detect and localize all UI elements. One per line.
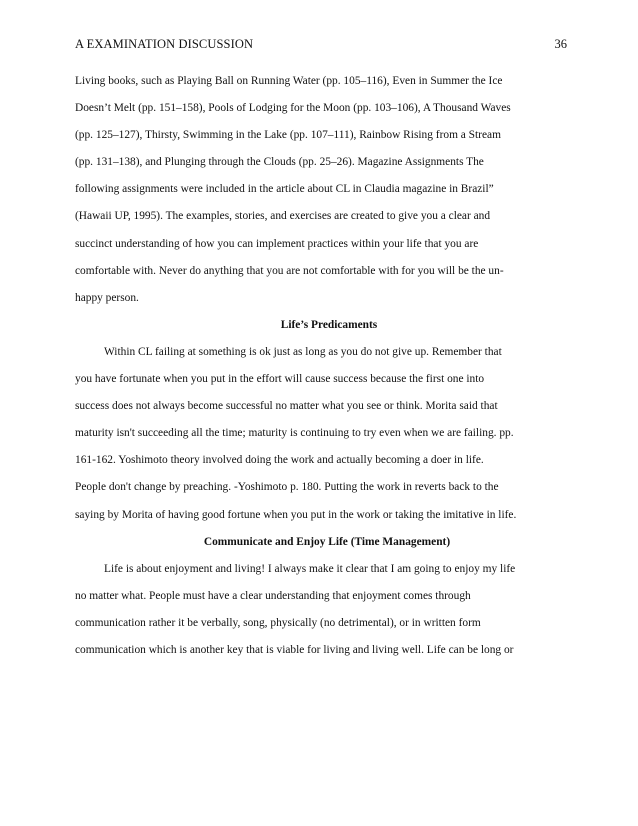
text-line: succinct understanding of how you can implement practices within your life that you are bbox=[75, 237, 479, 250]
paragraph-books bbox=[75, 68, 575, 312]
text-line: following assignments were included in the article about CL in Claudia magazine in Brazil” bbox=[75, 183, 494, 196]
text-line: communication rather it be verbally, song, physically (no detrimental), or in written form bbox=[75, 616, 481, 629]
section-heading: Life’s Predicaments bbox=[280, 318, 378, 331]
paragraph-communicate bbox=[75, 556, 575, 664]
text-line: happy person. bbox=[75, 291, 139, 304]
text-line: People don't change by preaching. -Yoshimoto p. 180. Putting the work in reverts back to the bbox=[75, 481, 499, 494]
text-line: communication which is another key that is viable for living and living well. Life can be long or bbox=[75, 643, 514, 656]
running-header bbox=[75, 37, 567, 53]
text-line: Living books, such as Playing Ball on Running Water (pp. 105–116), Even in Summer the Ice bbox=[75, 75, 503, 87]
text-line: 161-162. Yoshimoto theory involved doing the work and actually becoming a doer in life. bbox=[75, 454, 484, 467]
text-line: (pp. 131–138), and Plunging through the Clouds (pp. 25–26). Magazine Assignments The bbox=[75, 156, 484, 169]
text-line: Within CL failing at something is ok just as long as you do not give up. Remember that bbox=[104, 345, 502, 358]
text-line: success does not always become successful no matter what you see or think. Morita said that bbox=[75, 400, 498, 413]
text-line: you have fortunate when you put in the effort will cause success because the first one into bbox=[75, 373, 485, 386]
text-line: (Hawaii UP, 1995). The examples, stories, and exercises are created to give you a clear and bbox=[75, 210, 491, 223]
text-line: saying by Morita of having good fortune when you put in the work or taking the imitative in life. bbox=[75, 508, 517, 521]
text-line: Life is about enjoyment and living! I always make it clear that I am going to enjoy my life bbox=[104, 562, 516, 575]
text-line: maturity isn't succeeding all the time; maturity is continuing to try even when we are failing. pp. bbox=[75, 427, 514, 440]
paragraph-predicaments bbox=[75, 339, 575, 529]
running-title: A EXAMINATION DISCUSSION bbox=[75, 37, 254, 51]
text-line: Doesn’t Melt (pp. 151–158), Pools of Lodging for the Moon (pp. 103–106), A Thousand Waves bbox=[75, 102, 511, 115]
text-line: comfortable with. Never do anything that you are not comfortable with for you will be the un- bbox=[75, 264, 504, 277]
text-line: (pp. 125–127), Thirsty, Swimming in the Lake (pp. 107–111), Rainbow Rising from a Stream bbox=[75, 129, 501, 142]
text-line: no matter what. People must have a clear understanding that enjoyment comes through bbox=[75, 589, 471, 602]
page-number: 36 bbox=[554, 37, 567, 51]
document-body bbox=[75, 68, 575, 664]
section-heading: Communicate and Enjoy Life (Time Management) bbox=[203, 535, 451, 548]
